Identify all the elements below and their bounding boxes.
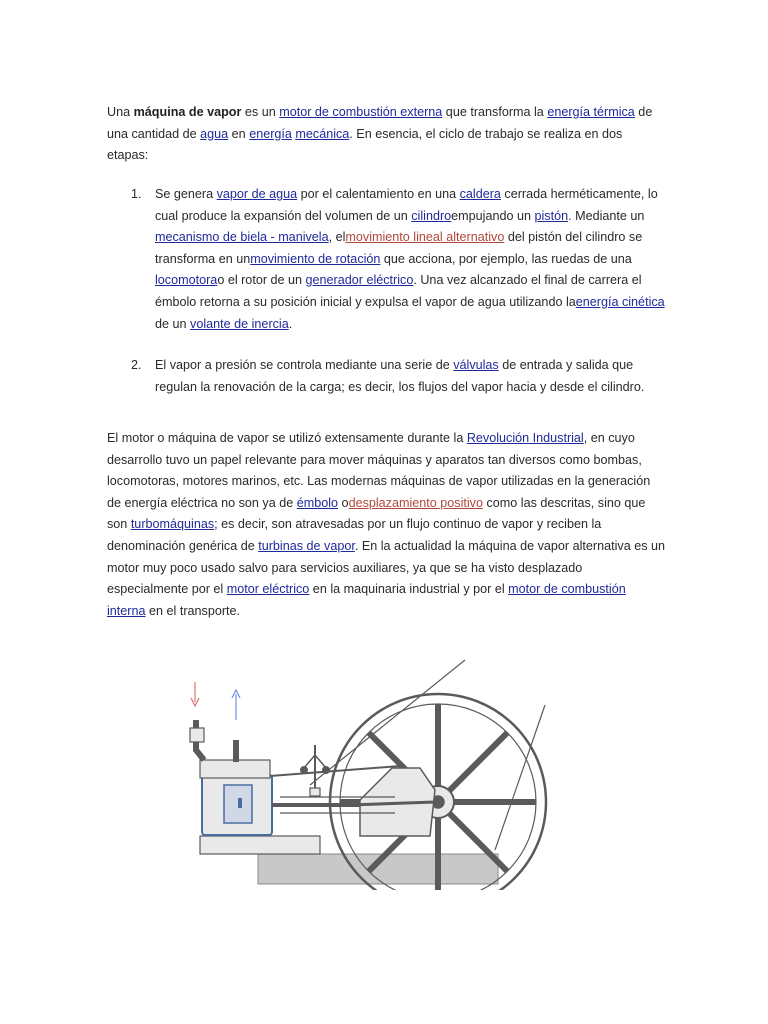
link-desplazamiento-positivo[interactable]: desplazamiento positivo [348,495,483,510]
text-run: . En esencia, el ciclo de trabajo se realiza en dos etapas: [107,126,623,163]
link-vapor-de-agua[interactable]: vapor de agua [216,187,298,201]
link-movimiento-lineal-alternativo[interactable]: movimiento lineal alternativo [345,230,505,245]
text-run: empujando un [451,208,535,223]
link-motor-combustion-externa[interactable]: motor de combustión externa [279,105,443,119]
link-revolucion-industrial[interactable]: Revolución Industrial [466,431,584,445]
text-run: en la maquinaria industrial y por el [309,582,509,597]
link-biela-manivela[interactable]: mecanismo de biela - manivela [155,230,329,245]
text-run: o el rotor de un [217,273,306,288]
link-movimiento-de-rotacion[interactable]: movimiento de rotación [250,251,381,266]
link-embolo[interactable]: émbolo [296,495,339,510]
text-run: que transforma la [442,105,548,119]
link-turbinas-de-vapor[interactable]: turbinas de vapor [258,538,355,553]
link-turbomaquinas[interactable]: turbomáquinas [130,517,215,532]
text-run: por el calentamiento en una [297,187,460,201]
text-run: . Mediante un [568,208,645,223]
ordered-list-item-1 [107,184,667,335]
text-run: . En la actualidad la máquina de vapor alternativa es un motor muy poco usado salvo para servicios auxiliares, ya que se ha visto desplazado especialmente por el [107,538,666,597]
text-run: es un [241,105,280,119]
text-run: en el transporte. [145,603,241,618]
text-run: Se genera [155,187,217,201]
list-number: 2. [131,358,142,372]
link-locomotora[interactable]: locomotora [155,273,218,288]
text-run: ; es decir, son atravesadas por un flujo continuo de vapor y reciben la denominación genérica de [107,517,602,553]
ordered-list-item-2 [107,355,667,398]
text-run: . [288,316,293,331]
text-run: El motor o máquina de vapor se utilizó extensamente durante la [107,431,467,445]
intro-paragraph [107,102,667,167]
link-motor-electrico[interactable]: motor eléctrico [226,582,310,597]
motion-line-icon [495,705,545,850]
text-run: cerrada herméticamente, lo cual produce la expansión del volumen de un [155,187,658,223]
list-number: 1. [131,187,142,201]
text-run: de un [155,316,191,331]
throttle-valve-icon [190,728,204,742]
link-piston[interactable]: pistón [534,208,569,223]
text-run: como las descritas, sino que son [107,495,646,532]
link-valvulas[interactable]: válvulas [453,358,499,372]
cylinder-plinth-icon [200,836,320,854]
text-run: . Una vez alcanzado el final de carrera el émbolo retorna a su posición inicial y expulsa el vapor de agua utilizando la [155,273,642,309]
piston-ring-icon [238,798,242,808]
link-energia-cinetica[interactable]: energía cinética [575,294,665,309]
governor-icon [301,745,330,796]
text-run: de una cantidad de [107,105,653,141]
valve-chest-icon [200,760,270,778]
link-volante-de-inercia[interactable]: volante de inercia [190,316,289,331]
text-run: , el [328,230,346,245]
list-item [107,355,667,398]
text-run: en [228,126,250,141]
text-run: , en cuyo desarrollo tuvo un papel relevante para mover máquinas y aparatos tan diversos como bombas, locomotoras, motores marinos, etc. Las modernas máquinas de vapor utilizadas en la generación de energía eléctrica no son ya de [107,431,651,510]
link-caldera[interactable]: caldera [459,187,501,201]
link-energia-termica[interactable]: energía térmica [547,105,635,119]
steam-engine-diagram-icon [160,650,560,890]
link-agua[interactable]: agua [200,126,229,141]
bold-term: máquina de vapor [133,105,242,119]
link-motor-combustion-interna[interactable]: motor de combustión interna [107,582,626,618]
link-cilindro[interactable]: cilindro [411,208,452,223]
history-paragraph [107,428,667,622]
text-run: del pistón del cilindro se transforma en un [155,230,643,266]
text-run: El vapor a presión se controla mediante una serie de [155,358,454,372]
steam-engine-figure [160,650,560,890]
list-item [107,184,667,335]
link-mecanica[interactable]: mecánica [295,126,350,141]
text-run: o [338,495,349,510]
text-run: Una [107,105,134,119]
link-energia[interactable]: energía [249,126,292,141]
text-run: que acciona, por ejemplo, las ruedas de una [380,251,632,266]
link-generador-electrico[interactable]: generador eléctrico [305,273,414,288]
text-run: de entrada y salida que regulan la renovación de la carga; es decir, los flujos del vapor hacia y desde el cilindro. [155,358,645,394]
